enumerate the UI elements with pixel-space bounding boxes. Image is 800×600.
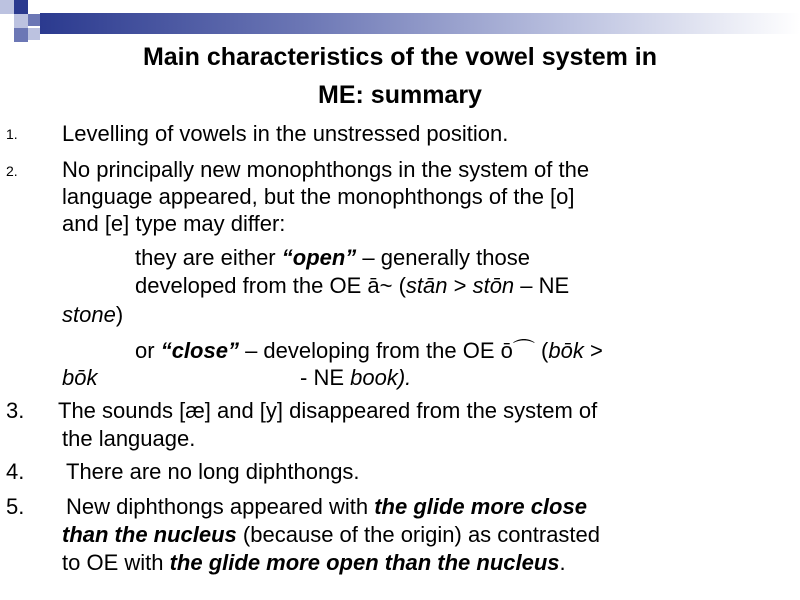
- close-line-2b: - NE book).: [300, 365, 412, 390]
- list-number: 3.: [6, 398, 25, 423]
- close-line-1: or “close” – developing from the OE ō⌒ (bōk >: [135, 338, 603, 363]
- close-line-2: bōk: [62, 365, 98, 390]
- list-item-text: New diphthongs appeared with the glide more close: [66, 494, 587, 519]
- list-item-text: The sounds [æ] and [y] disappeared from the system of: [58, 398, 598, 423]
- list-item-text: and [e] type may differ:: [62, 211, 286, 236]
- deco-square: [28, 28, 40, 40]
- list-item-text: than the nucleus (because of the origin) as contrasted: [62, 522, 601, 547]
- list-number: 5.: [6, 494, 25, 519]
- open-line-3: stone): [62, 302, 124, 327]
- deco-square: [0, 0, 14, 14]
- open-line-2: developed from the OE ā~ (stān > stōn – NE: [135, 273, 570, 298]
- deco-square: [28, 14, 40, 26]
- list-number: 1.: [6, 126, 18, 142]
- slide-title-line2: ME: summary: [318, 81, 482, 109]
- deco-square: [14, 0, 28, 14]
- list-item-text: language appeared, but the monophthongs of the [o]: [62, 184, 575, 209]
- list-item-text: the language.: [62, 426, 196, 451]
- list-item-text: to OE with the glide more open than the nucleus.: [62, 550, 566, 575]
- list-number: 2.: [6, 163, 18, 179]
- title-gradient-bar: [40, 13, 800, 34]
- list-item-text: There are no long diphthongs.: [66, 459, 360, 484]
- slide-title-line1: Main characteristics of the vowel system in: [142, 43, 658, 71]
- list-item-text: Levelling of vowels in the unstressed position.: [62, 121, 509, 146]
- deco-square: [0, 14, 14, 28]
- slide-title: [70, 38, 730, 114]
- deco-square: [14, 28, 28, 42]
- deco-square: [14, 14, 28, 28]
- list-number: 4.: [6, 459, 25, 484]
- open-line-1: they are either “open” – generally those: [135, 245, 530, 270]
- list-item-text: No principally new monophthongs in the system of the: [62, 157, 590, 182]
